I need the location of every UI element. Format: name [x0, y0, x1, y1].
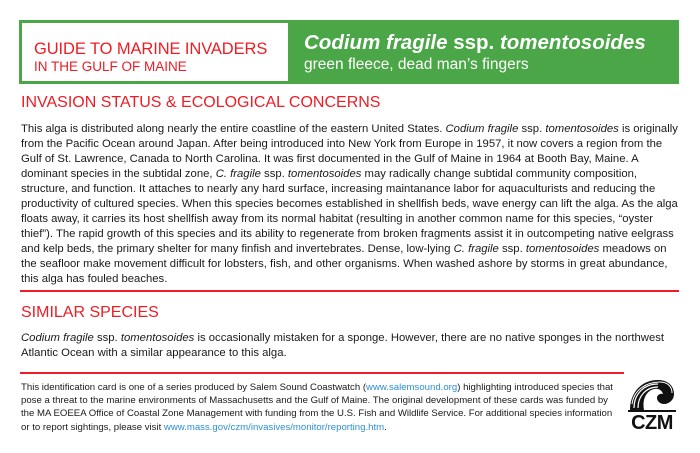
species-ssp: ssp. — [260, 168, 288, 180]
footer-text-1: This identification card is one of a series produced by Salem Sound Coastwatch ( — [21, 382, 367, 393]
czm-logo-text: CZM — [631, 412, 673, 434]
footer-credits — [21, 381, 621, 434]
footer-divider — [20, 372, 624, 374]
invasion-paragraph — [21, 122, 683, 287]
salemsound-link[interactable]: www.salemsound.org — [366, 382, 458, 393]
species-genus: Codium fragile — [21, 332, 94, 344]
species-ssp: ssp. — [518, 123, 546, 135]
species-subspecies: tomentosoides — [525, 243, 600, 255]
similar-text: is occasionally mistaken for a sponge. However, there are no native sponges in the northwest Atlantic Ocean with a similar appearance to this alga. — [21, 332, 665, 359]
reporting-link[interactable]: www.mass.gov/czm/invasives/monitor/reporting.htm — [163, 421, 385, 433]
invasion-text-3: may radically change subtidal community composition, structure, and function. It attaches to nearly any hard surface, increasing maintanance labor for aquaculturists and reducing the productivity of cultured species. When this species becomes established in shellfish beds, wave energy can lift the alga. As the alga floats away, it carries its host shellfish away from its normal habitat (resulting in another common name for this species, “oyster thief”). The rapid growth of this species and its ability to regenerate from broken fragments assist it in outcompeting native eelgrass and kelp beds, the primary shelter for many finfish and invertebrates. Dense, low-lying — [21, 168, 678, 255]
footer-text-2: ) highlighting introduced species that pose a threat to the marine environments of Massachusetts and the Gulf of Maine. The original development of these cards was funded by the MA EOEEA Office of Coastal Zone Management with funding from the U.S. Fish and Wildlife Service. For additional species information or to report sightings, please visit — [21, 382, 613, 433]
invasion-section-title: INVASION STATUS & ECOLOGICAL CONCERNS — [21, 94, 381, 111]
species-genus: C. fragile — [453, 243, 499, 255]
species-subspecies: tomentosoides — [287, 168, 362, 180]
invasion-text-4: meadows on the seafloor make movement difficult for lobsters, fish, and other organisms. When washed ashore by storms in great abundance, this alga has fouled beaches. — [21, 243, 668, 285]
species-subspecies: tomentosoides — [120, 332, 195, 344]
species-genus: C. fragile — [215, 168, 261, 180]
footer-text-3: . — [384, 421, 387, 433]
invasion-text-2: is originally from the Pacific Ocean around Japan. After being introduced into New York from Europe in 1957, it now covers a region from the Gulf of St. Lawrence, Canada to North Carolina. It was first documented in the Gulf of Maine in 1964 at Booth Bay, Maine. A dominant species in the subtidal zone, — [21, 123, 678, 180]
common-names: green fleece, dead man’s fingers — [304, 56, 529, 73]
header-banner — [19, 20, 679, 84]
similar-section-title: SIMILAR SPECIES — [21, 304, 159, 321]
guide-title: GUIDE TO MARINE INVADERS — [34, 40, 268, 58]
species-genus: Codium fragile — [304, 31, 448, 54]
species-subspecies: tomentosoides — [499, 31, 646, 54]
similar-paragraph — [21, 331, 683, 361]
guide-title-box — [22, 23, 288, 81]
czm-logo — [626, 374, 678, 436]
invasion-text-1: This alga is distributed along nearly the entire coastline of the eastern United States. — [21, 123, 446, 135]
guide-subtitle: IN THE GULF OF MAINE — [34, 59, 187, 74]
wave-icon — [626, 374, 678, 414]
species-ssp: ssp. — [498, 243, 526, 255]
species-ssp: ssp. — [93, 332, 121, 344]
species-name — [304, 31, 646, 55]
section-divider — [20, 290, 679, 292]
species-genus: Codium fragile — [445, 123, 519, 135]
species-subspecies: tomentosoides — [545, 123, 619, 135]
species-ssp: ssp. — [447, 31, 500, 54]
